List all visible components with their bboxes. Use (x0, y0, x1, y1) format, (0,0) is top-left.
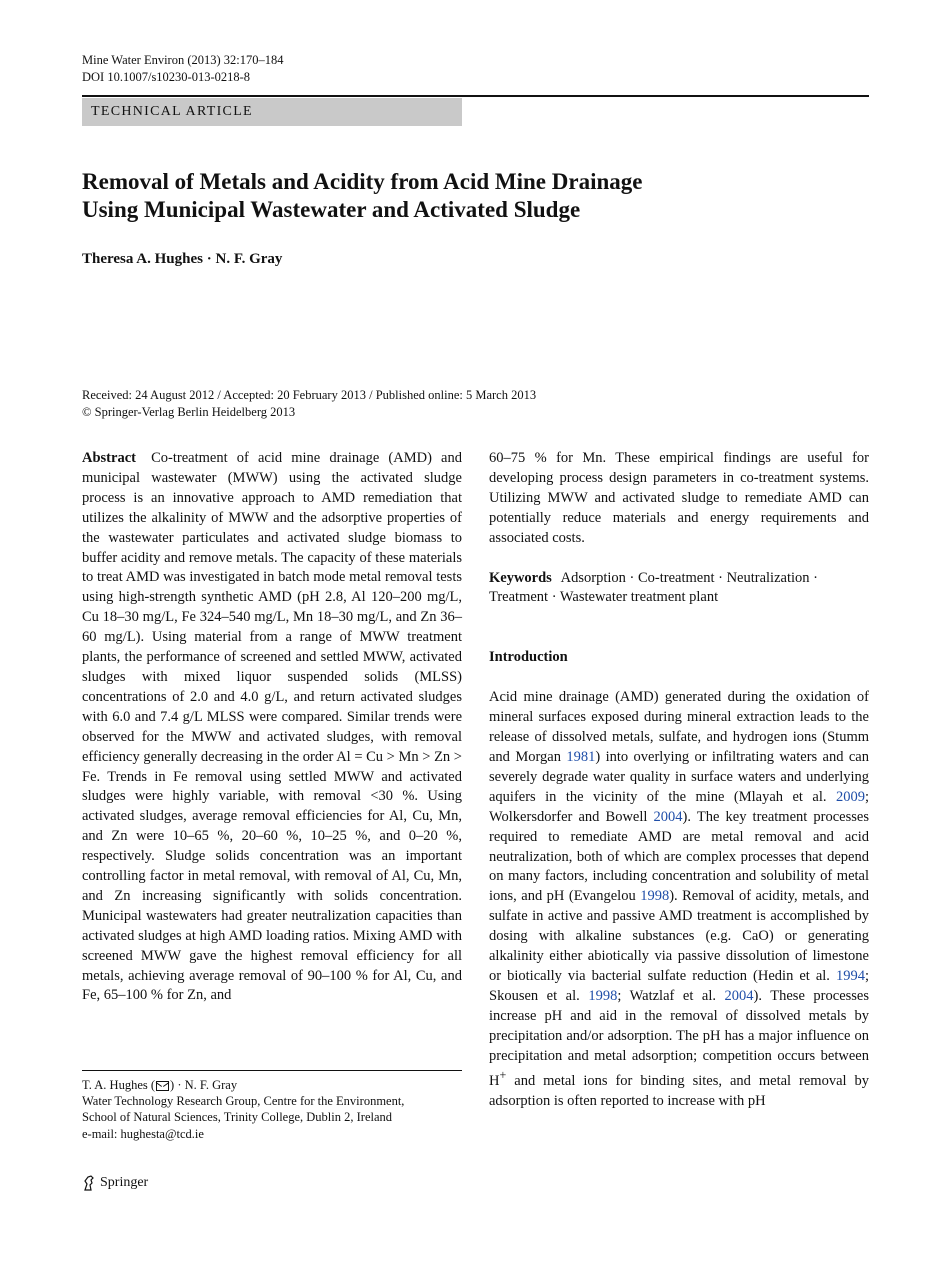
intro-text: ; Watzlaf et al. (617, 987, 725, 1004)
intro-text: Acid mine drainage (AMD) generated during the oxidation of mineral surfaces exposed during mineral extraction leads to the release of dissolved metals, sulfate, and hydrogen ions (Stumm and Morgan (489, 689, 869, 765)
abstract-text: Co-treatment of acid mine drainage (AMD) and municipal wastewater (MWW) using the activated sludge process is an innovative approach to AMD remediation that utilizes the alkalinity of MWW and the adsorptive properties of the wastewater particulates and activated sludge biomass to buffer acidity and remove metals. The capacity of these materials to treat AMD was investigated in batch mode metal removal tests using high-strength synthetic AMD (pH 2.8, Al 120–200 mg/L, Cu 18–30 mg/L, Fe 324–540 mg/L, Mn 18–30 mg/L, and Zn 36–60 mg/L). Using material from a range of MWW treatment plants, the performance of screened and settled MWW, activated sludges with mixed liquor suspended solids (MLSS) concentrations of 2.0 and 4.0 g/L, and return activated sludges with 6.0 and 7.4 g/L MLSS were compared. Similar trends were observed for the MWW and activated sludges, with removal efficiency generally decreasing in the order Al = Cu > Mn > Zn > Fe. Trends in Fe removal using settled MWW and activated sludges were highly variable, with removal <30 %. Using activated sludges, average removal efficiencies for Al, Cu, Mn, and Zn were 10–65 %, 20–60 %, 10–25 %, and 0–20 %, respectively. Sludge solids concentration was an important controlling factor in metal removal, with removal of Al, Cu, Mn, and Zn increasing significantly with solids concentration. Municipal wastewaters had greater neutralization capacities than activated sludges at high AMD loading ratios. Mixing AMD with screened MWW gave the highest removal efficiency for all metals, achieving average removal of 90–100 % for Al, Cu, and Fe, 65–100 % for Zn, and (82, 450, 462, 1004)
intro-text: ; Wolkersdorfer and Bowell (489, 788, 869, 825)
springer-horse-icon (82, 1175, 96, 1191)
citation-link[interactable]: 2004 (724, 987, 754, 1004)
citation-link[interactable]: 1998 (588, 987, 618, 1004)
introduction-paragraph (489, 688, 869, 1112)
intro-text: ; Skousen et al. (489, 967, 869, 1004)
copyright-line: © Springer-Verlag Berlin Heidelberg 2013 (82, 405, 296, 419)
abstract (82, 449, 462, 1006)
left-column (82, 449, 462, 1006)
keywords-heading: Keywords (489, 569, 552, 586)
article-type-badge: TECHNICAL ARTICLE (82, 98, 462, 126)
intro-text: ) into overlying or infiltrating waters and can severely degrade water quality in surface waters and underlying aquifers in the vicinity of the mine (Mlayah et al. (489, 748, 869, 805)
right-column (489, 449, 869, 1112)
citation-link[interactable]: 1994 (835, 967, 865, 984)
doi[interactable]: DOI 10.1007/s10230-013-0218-8 (82, 70, 251, 84)
journal-header (82, 52, 284, 86)
abstract-heading: Abstract (82, 450, 136, 466)
footnote-rule (82, 1070, 462, 1071)
intro-text: ). These processes increase pH and aid in the removal of dissolved metals by precipitation and/or adsorption. The pH has a major influence on precipitation and metal adsorption; competition occurs between H (489, 987, 869, 1090)
citation-link[interactable]: 2009 (835, 788, 865, 805)
abstract-continued: 60–75 % for Mn. These empirical findings are useful for developing process design parameters in co-treatment systems. Utilizing MWW and activated sludge to remediate AMD can potentially reduce materials and energy requirements and associated costs. (489, 450, 869, 546)
citation-link[interactable]: 2004 (653, 808, 683, 825)
journal-citation: Mine Water Environ (2013) 32:170–184 (82, 53, 284, 67)
intro-text: and metal ions for binding sites, and metal removal by adsorption is often reported to increase with pH (489, 1073, 869, 1110)
corresponding-author: T. A. Hughes ( (82, 1078, 156, 1092)
authors: Theresa A. Hughes · N. F. Gray (82, 251, 283, 267)
citation-link[interactable]: 1998 (640, 888, 670, 905)
keywords (489, 569, 869, 609)
intro-text: ). Removal of acidity, metals, and sulfate in active and passive AMD treatment is accomplished by dosing with alkaline substances (e.g. CaO) or generating alkalinity either abiotically via passive dissolution of limestone or biotically via bacterial sulfate reduction (Hedin et al. (489, 888, 869, 984)
title-line-1: Removal of Metals and Acidity from Acid Mine Drainage (82, 169, 643, 194)
title-line-2: Using Municipal Wastewater and Activated Sludge (82, 197, 581, 222)
coauthor: ) · N. F. Gray (170, 1078, 238, 1092)
keywords-text: Adsorption · Co-treatment · Neutralization · Treatment · Wastewater treatment plant (489, 569, 818, 606)
email[interactable]: e-mail: hughesta@tcd.ie (82, 1126, 204, 1141)
affiliation-line-2: School of Natural Sciences, Trinity College, Dublin 2, Ireland (82, 1110, 393, 1125)
envelope-icon[interactable] (156, 1081, 169, 1091)
received-line: Received: 24 August 2012 / Accepted: 20 February 2013 / Published online: 5 March 2013 (82, 388, 537, 402)
author-footnote (82, 1077, 404, 1142)
citation-link[interactable]: 1981 (566, 748, 596, 765)
publisher-logo (82, 1175, 148, 1191)
corresponding-authors (82, 1077, 404, 1093)
article-title (82, 168, 842, 224)
header-rule (82, 95, 869, 97)
intro-text: ). The key treatment processes required to remediate AMD are metal removal and acid neutralization, both of which are complex processes that depend on many factors, including concentration and solubility of metal ions, and pH (Evangelou (489, 808, 869, 905)
publication-dates (82, 387, 536, 421)
introduction-heading: Introduction (489, 649, 568, 666)
superscript-plus: + (499, 1068, 507, 1083)
publisher-name: Springer (100, 1175, 149, 1190)
affiliation-line-1: Water Technology Research Group, Centre for the Environment, (82, 1094, 405, 1109)
